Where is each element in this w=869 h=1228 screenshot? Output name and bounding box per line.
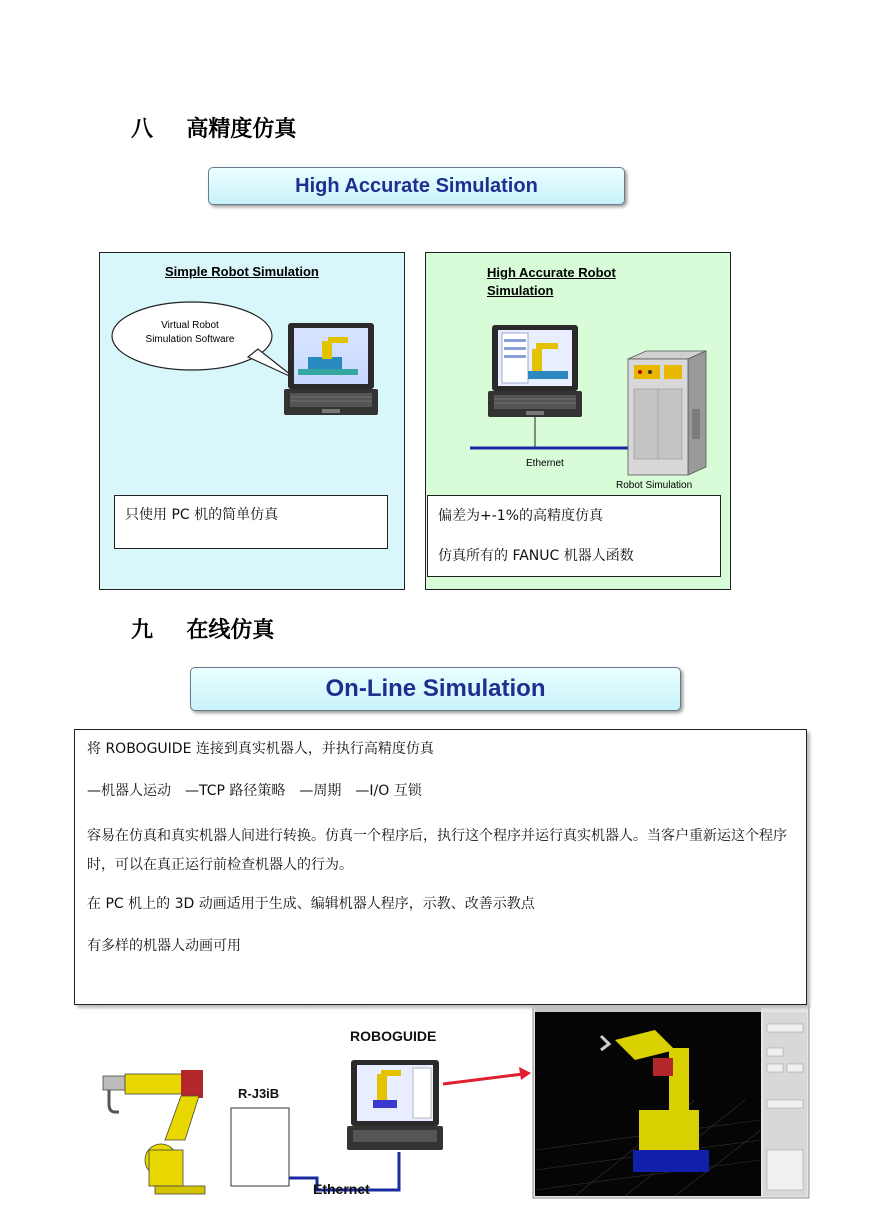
section8-number: 八 (131, 117, 154, 142)
high-accuracy-note-line1: 偏差为+-1%的高精度仿真 (438, 508, 603, 524)
section9-heading (131, 613, 274, 644)
simple-simulation-panel (99, 252, 405, 590)
bubble-line1: Virtual Robot (161, 320, 219, 331)
paragraph-1: 将 ROBOGUIDE 连接到真实机器人，并执行高精度仿真 (87, 741, 434, 757)
bubble-line2: Simulation Software (145, 334, 235, 345)
roboguide-label: ROBOGUIDE (350, 1028, 437, 1044)
controller-label (238, 1086, 279, 1101)
paragraph-3: 容易在仿真和真实机器人间进行转换。仿真一个程序后，执行这个程序并运行真实机器人。当客户重新运这个程序时，可以在真正运行前检查机器人的行为。 (87, 828, 787, 873)
high-accuracy-title (487, 264, 616, 300)
high-accuracy-note-line2: 仿真所有的 FANUC 机器人函数 (438, 548, 634, 564)
roboguide-pc-icon (347, 1060, 443, 1150)
high-accuracy-panel (425, 252, 731, 590)
controller-box (231, 1108, 289, 1186)
robot-controller-icon (628, 351, 706, 475)
pc-monitor-icon (488, 325, 582, 417)
section9-number: 九 (131, 618, 154, 643)
paragraph-4: 在 PC 机上的 3D 动画适用于生成、编辑机器人程序，示教、改善示教点 (87, 896, 535, 912)
robot-simulation-label: Robot Simulation (616, 480, 693, 491)
bubble-text (140, 319, 240, 347)
simple-simulation-note (114, 495, 388, 549)
section9-banner (190, 667, 681, 711)
section8-banner-text: High Accurate Simulation (295, 175, 538, 197)
section9-banner-text: On-Line Simulation (325, 675, 546, 702)
simulation-screen (533, 1004, 809, 1198)
section8-title: 高精度仿真 (186, 117, 297, 142)
simple-simulation-illustration (108, 297, 398, 427)
simple-simulation-note-text: 只使用 PC 机的简单仿真 (125, 507, 279, 523)
paragraph-5: 有多样的机器人动画可用 (87, 938, 241, 954)
high-accuracy-title-line1: High Accurate Robot (487, 265, 616, 280)
pc-monitor-icon (284, 323, 378, 415)
section9-title: 在线仿真 (186, 618, 275, 643)
simple-simulation-title: Simple Robot Simulation (165, 264, 319, 279)
paragraph-2: —机器人运动 —TCP 路径策略 —周期 —I/O 互锁 (87, 783, 422, 799)
section8-banner (208, 167, 625, 205)
ethernet-label-bottom: Ethernet (313, 1181, 370, 1197)
online-simulation-diagram (95, 1000, 815, 1228)
arrow (443, 1074, 523, 1084)
ethernet-label: Ethernet (526, 458, 564, 469)
controller-label-text: R-J3iB (238, 1086, 280, 1101)
high-accuracy-note (427, 495, 721, 577)
high-accuracy-illustration (466, 319, 726, 489)
online-simulation-description (74, 729, 807, 1005)
section8-heading (131, 112, 296, 143)
robot-arm-icon (103, 1070, 205, 1194)
high-accuracy-title-line2: Simulation (487, 283, 554, 298)
